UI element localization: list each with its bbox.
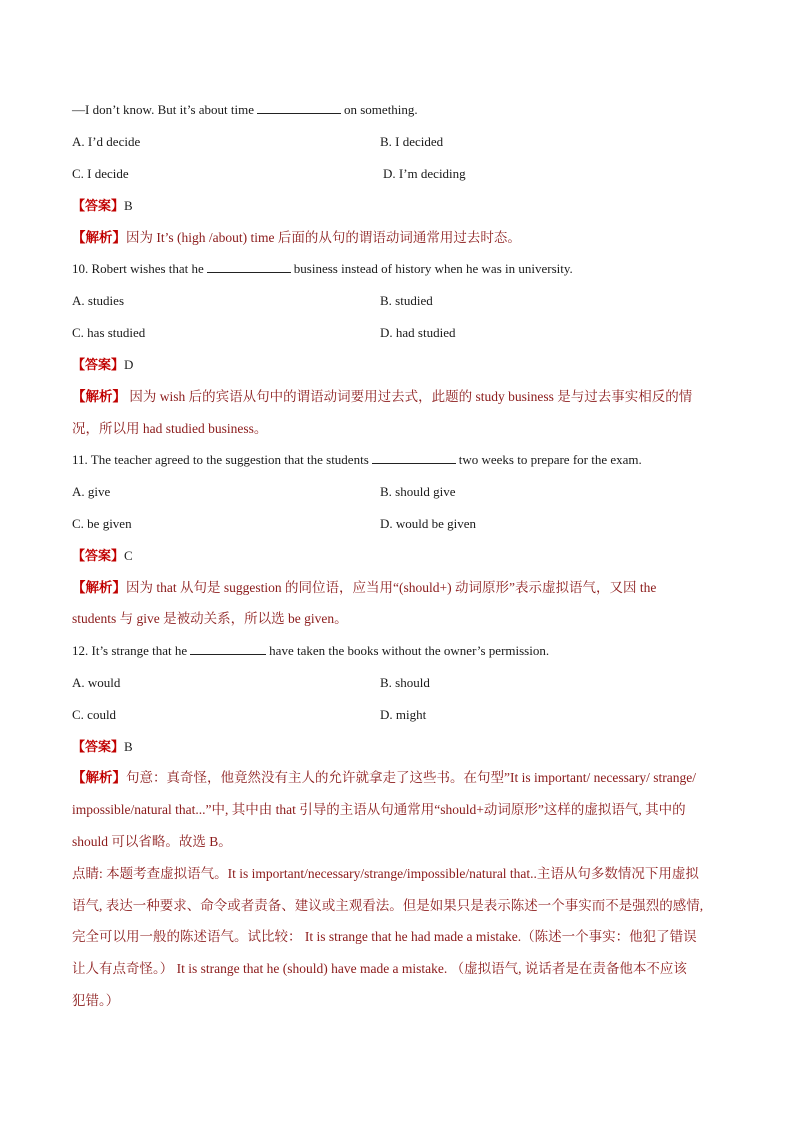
- option-c: C. be given: [72, 516, 132, 531]
- answer-blank: [190, 642, 266, 655]
- stem-text: two weeks to prepare for the exam.: [458, 452, 642, 467]
- tip-text: 让人有点奇怪。） It is strange that he (should) have made a mistake. （虚拟语气, 说话者是在责备他本不应该: [72, 961, 687, 976]
- tip-text: 完全可以用一般的陈述语气。试比较： It is strange that he had made a mistake.（陈述一个事实：他犯了错误: [72, 929, 697, 944]
- answer-value: C: [124, 548, 133, 563]
- option-d: D. I’m deciding: [383, 166, 466, 181]
- answer-value: B: [124, 739, 133, 754]
- analysis-tag: 【解析】: [72, 770, 126, 785]
- option-a: A. I’d decide: [72, 134, 141, 149]
- option-c: C. has studied: [72, 325, 146, 340]
- answer-tag: 【答案】: [72, 198, 125, 213]
- analysis-text: should 可以省略。故选 B。: [72, 834, 232, 849]
- answer-line: [72, 737, 133, 757]
- option-d: D. might: [380, 707, 427, 722]
- answer-blank: [207, 260, 291, 273]
- answer-tag: 【答案】: [72, 739, 125, 754]
- analysis-text: 况，所以用 had studied business。: [72, 421, 268, 436]
- stem-text: business instead of history when he was in university.: [293, 261, 573, 276]
- answer-blank: [257, 101, 341, 114]
- answer-tag: 【答案】: [72, 357, 125, 372]
- question-12-stem: [72, 641, 549, 661]
- analysis-text: 因为 wish 后的宾语从句中的谓语动词要用过去式，此题的 study business 是与过去事实相反的情: [129, 389, 693, 404]
- option-c: C. I decide: [72, 166, 129, 181]
- analysis-line: [72, 387, 692, 407]
- question-11-stem: [72, 450, 642, 470]
- analysis-line: [72, 768, 696, 788]
- option-a: A. give: [72, 484, 111, 499]
- option-d: D. had studied: [380, 325, 456, 340]
- analysis-text: students 与 give 是被动关系，所以选 be given。: [72, 611, 348, 626]
- analysis-text: impossible/natural that...”中, 其中由 that 引导的主语从句通常用“should+动词原形”这样的虚拟语气, 其中的: [72, 802, 686, 817]
- analysis-tag: 【解析】: [72, 580, 126, 595]
- answer-line: [72, 355, 133, 375]
- stem-text: 11. The teacher agreed to the suggestion that the students: [72, 452, 369, 467]
- answer-line: [72, 196, 133, 216]
- analysis-line: [72, 228, 521, 248]
- tip-text: 语气, 表达一种要求、命令或者责备、建议或主观看法。但是如果只是表示陈述一个事实而不是强烈的感情,: [72, 898, 704, 913]
- stem-text: —I don’t know. But it’s about time: [72, 102, 254, 117]
- answer-tag: 【答案】: [72, 548, 125, 563]
- analysis-tag: 【解析】: [72, 230, 126, 245]
- option-a: A. would: [72, 675, 121, 690]
- option-b: B. should: [380, 675, 430, 690]
- option-a: A. studies: [72, 293, 124, 308]
- option-c: C. could: [72, 707, 117, 722]
- analysis-tag: 【解析】: [72, 389, 126, 404]
- analysis-text: 句意：真奇怪，他竟然没有主人的允许就拿走了这些书。在句型”It is important/ necessary/ strange/: [126, 770, 696, 785]
- question-9-stem: [72, 100, 418, 120]
- answer-blank: [372, 451, 456, 464]
- stem-text: 10. Robert wishes that he: [72, 261, 204, 276]
- answer-value: B: [124, 198, 133, 213]
- answer-value: D: [124, 357, 134, 372]
- option-d: D. would be given: [380, 516, 477, 531]
- stem-text: have taken the books without the owner’s permission.: [269, 643, 550, 658]
- stem-text: on something.: [344, 102, 418, 117]
- option-b: B. should give: [380, 484, 456, 499]
- tip-text: 点睛: 本题考查虚拟语气。It is important/necessary/strange/impossible/natural that..主语从句多数情况下用虚拟: [72, 866, 699, 881]
- analysis-text: 因为 that 从句是 suggestion 的同位语，应当用“(should+) 动词原形”表示虚拟语气，又因 the: [126, 580, 657, 595]
- tip-text: 犯错。）: [72, 993, 120, 1008]
- stem-text: 12. It’s strange that he: [72, 643, 188, 658]
- option-b: B. studied: [380, 293, 433, 308]
- option-b: B. I decided: [380, 134, 444, 149]
- analysis-line: [72, 578, 656, 598]
- answer-line: [72, 546, 133, 566]
- analysis-text: 因为 It’s (high /about) time 后面的从句的谓语动词通常用过去时态。: [126, 230, 521, 245]
- question-10-stem: [72, 259, 573, 279]
